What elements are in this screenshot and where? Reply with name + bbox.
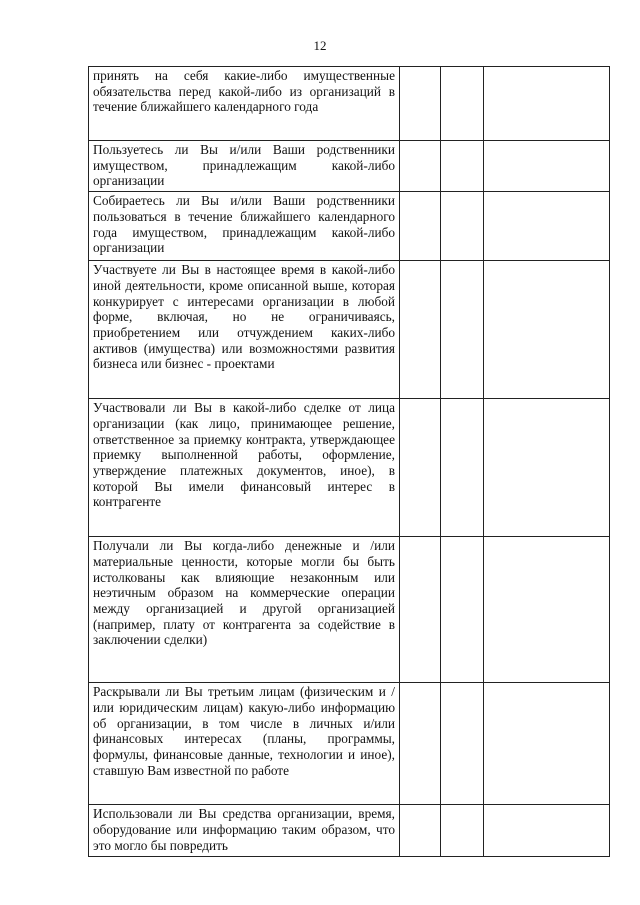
- question-text: Пользуетесь ли Вы и/или Ваши родственники имуществом, принадлежащим какой-либо организации: [89, 141, 400, 192]
- answer-cell-comment[interactable]: [484, 805, 610, 857]
- answer-cell-no[interactable]: [441, 683, 484, 805]
- answer-cell-no[interactable]: [441, 192, 484, 261]
- table-row: [89, 805, 610, 857]
- answer-cell-no[interactable]: [441, 67, 484, 141]
- answer-cell-no[interactable]: [441, 399, 484, 537]
- answer-cell-no[interactable]: [441, 141, 484, 192]
- question-text: Раскрывали ли Вы третьим лицам (физическим и /или юридическим лицам) какую-либо информацию об организации, в том числе в личных и/или финансовых интересах (планы, программы, формулы, финансовые данные, технологии и иное), ставшую Вам известной по работе: [89, 683, 400, 805]
- questionnaire-table: [88, 66, 610, 857]
- question-text: принять на себя какие-либо имущественные обязательства перед какой-либо из организаций в течение ближайшего календарного года: [89, 67, 400, 141]
- table-row: [89, 192, 610, 261]
- question-text: Участвовали ли Вы в какой-либо сделке от лица организации (как лицо, принимающее решение, ответственное за приемку контракта, утверждающее приемку выполненной работы, оформление, утверждение платежных документов, иное), в которой Вы имели финансовый интерес в контрагенте: [89, 399, 400, 537]
- answer-cell-comment[interactable]: [484, 261, 610, 399]
- answer-cell-no[interactable]: [441, 261, 484, 399]
- table-row: [89, 537, 610, 683]
- question-text: Собираетесь ли Вы и/или Ваши родственники пользоваться в течение ближайшего календарного года имуществом, принадлежащим какой-либо организации: [89, 192, 400, 261]
- answer-cell-comment[interactable]: [484, 399, 610, 537]
- page-number: 12: [313, 38, 327, 53]
- answer-cell-yes[interactable]: [400, 67, 441, 141]
- answer-cell-yes[interactable]: [400, 399, 441, 537]
- answer-cell-yes[interactable]: [400, 537, 441, 683]
- answer-cell-no[interactable]: [441, 805, 484, 857]
- answer-cell-comment[interactable]: [484, 683, 610, 805]
- table-row: [89, 141, 610, 192]
- answer-cell-yes[interactable]: [400, 805, 441, 857]
- question-text: Использовали ли Вы средства организации, время, оборудование или информацию таким образом, что это могло бы повредить: [89, 805, 400, 857]
- answer-cell-yes[interactable]: [400, 141, 441, 192]
- answer-cell-yes[interactable]: [400, 261, 441, 399]
- table-row: [89, 67, 610, 141]
- answer-cell-yes[interactable]: [400, 683, 441, 805]
- table-row: [89, 261, 610, 399]
- table-row: [89, 399, 610, 537]
- answer-cell-comment[interactable]: [484, 537, 610, 683]
- answer-cell-yes[interactable]: [400, 192, 441, 261]
- answer-cell-comment[interactable]: [484, 141, 610, 192]
- answer-cell-comment[interactable]: [484, 192, 610, 261]
- question-text: Участвуете ли Вы в настоящее время в какой-либо иной деятельности, кроме описанной выше, которая конкурирует с интересами организации в любой форме, включая, но не ограничиваясь, приобретением или отчуждением каких-либо активов (имущества) или возможностями развития бизнеса или бизнес - проектами: [89, 261, 400, 399]
- answer-cell-comment[interactable]: [484, 67, 610, 141]
- question-text: Получали ли Вы когда-либо денежные и /или материальные ценности, которые могли бы быть истолкованы как влияющие незаконным или неэтичным образом на коммерческие операции между организацией и другой организацией (например, плату от контрагента за содействие в заключении сделки): [89, 537, 400, 683]
- table-row: [89, 683, 610, 805]
- answer-cell-no[interactable]: [441, 537, 484, 683]
